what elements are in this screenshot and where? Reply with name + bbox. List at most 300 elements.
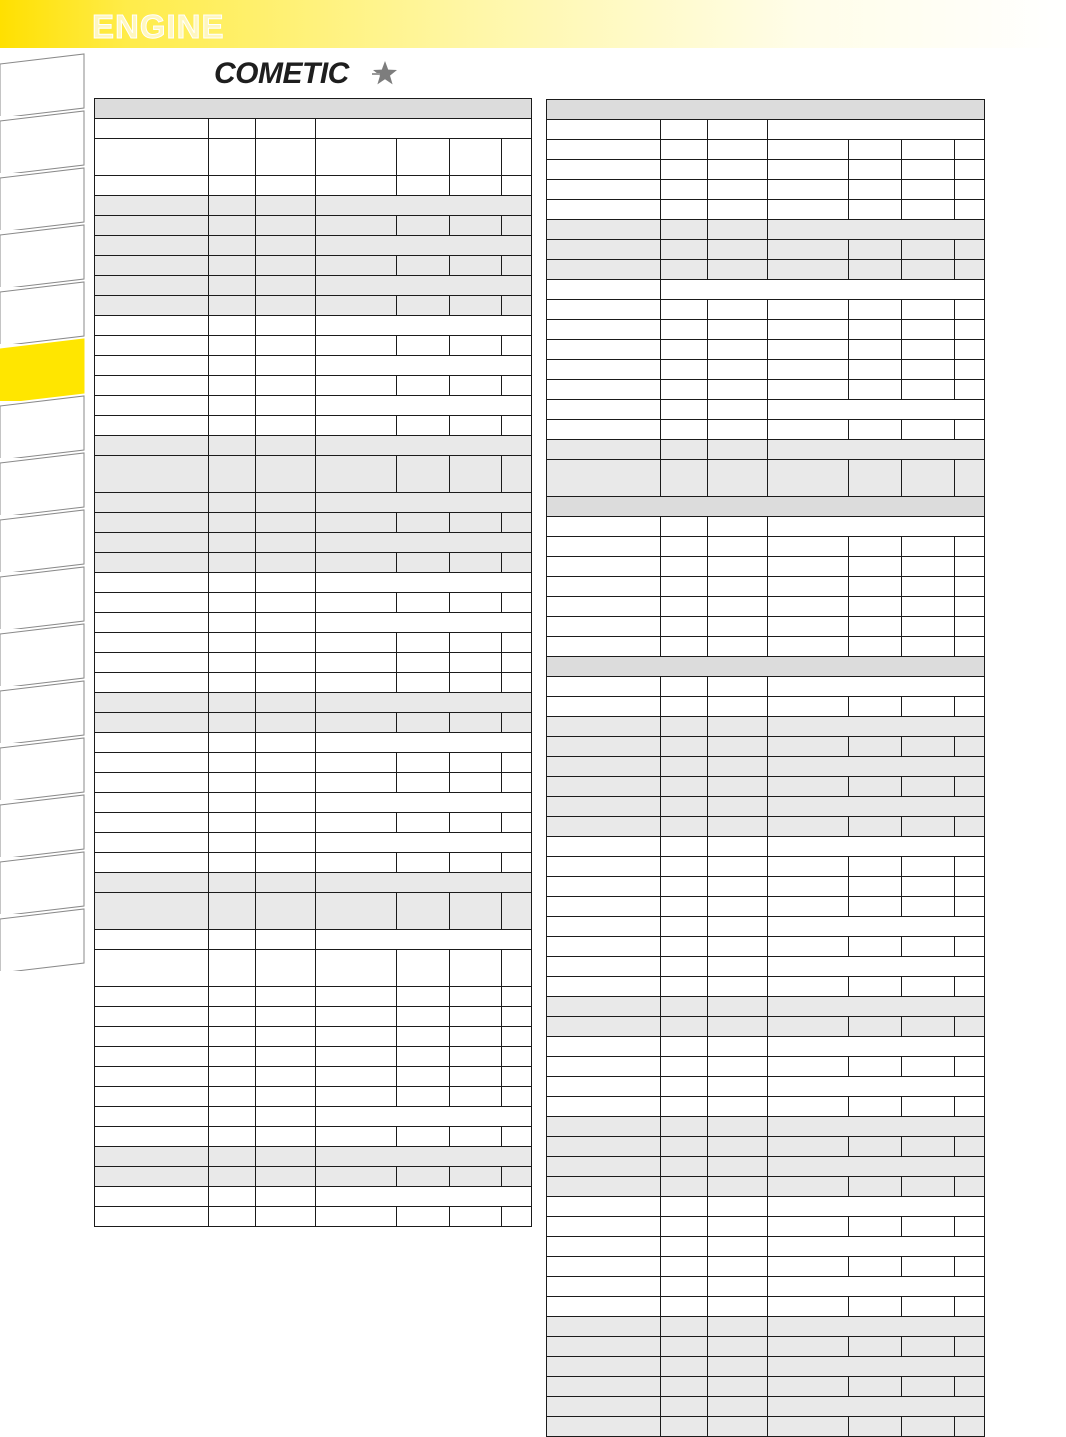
table-cell	[547, 1297, 661, 1317]
table-cell	[256, 1187, 316, 1207]
table-cell	[708, 1257, 768, 1277]
table-cell	[902, 1177, 955, 1197]
table-row	[95, 633, 532, 653]
left-table	[94, 98, 532, 1227]
table-cell	[95, 573, 209, 593]
table-cell	[547, 1357, 661, 1377]
table-cell	[209, 553, 256, 573]
table-cell	[547, 577, 661, 597]
table-cell	[450, 813, 502, 833]
table-cell	[256, 713, 316, 733]
table-cell	[502, 416, 532, 436]
table-cell	[768, 1397, 985, 1417]
table-cell	[902, 320, 955, 340]
table-cell	[95, 1087, 209, 1107]
table-row	[547, 777, 985, 797]
table-cell	[768, 440, 985, 460]
table-cell	[95, 376, 209, 396]
table-cell	[768, 160, 849, 180]
side-tab[interactable]	[0, 622, 86, 686]
table-cell	[768, 240, 849, 260]
table-cell	[450, 376, 502, 396]
table-cell	[661, 200, 708, 220]
table-cell	[316, 1027, 397, 1047]
table-cell	[849, 697, 902, 717]
table-cell	[661, 977, 708, 997]
table-cell	[955, 557, 985, 577]
side-tab[interactable]	[0, 451, 86, 515]
table-cell	[661, 617, 708, 637]
table-cell	[661, 400, 708, 420]
table-cell	[955, 1097, 985, 1117]
table-cell	[661, 240, 708, 260]
table-cell	[708, 380, 768, 400]
side-tab[interactable]	[0, 907, 86, 971]
table-cell	[450, 633, 502, 653]
table-cell	[95, 176, 209, 196]
table-cell	[209, 793, 256, 813]
table-cell	[256, 793, 316, 813]
table-cell	[955, 1337, 985, 1357]
table-cell	[547, 1197, 661, 1217]
table-cell	[708, 1037, 768, 1057]
table-cell	[397, 773, 450, 793]
table-cell	[955, 1377, 985, 1397]
table-cell	[768, 717, 985, 737]
table-cell	[256, 236, 316, 256]
table-cell	[397, 1047, 450, 1067]
table-cell	[661, 1337, 708, 1357]
table-cell	[547, 997, 661, 1017]
table-cell	[661, 460, 708, 497]
table-cell	[661, 140, 708, 160]
table-cell	[902, 420, 955, 440]
table-cell	[661, 697, 708, 717]
table-cell	[256, 673, 316, 693]
table-cell	[661, 1197, 708, 1217]
table-row	[95, 416, 532, 436]
table-cell	[209, 1167, 256, 1187]
table-row	[547, 1377, 985, 1397]
table-cell	[316, 296, 397, 316]
table-cell	[547, 777, 661, 797]
table-cell	[768, 300, 849, 320]
table-cell	[316, 1207, 397, 1227]
table-cell	[547, 280, 661, 300]
table-cell	[547, 1177, 661, 1197]
table-cell	[256, 1127, 316, 1147]
table-cell	[902, 360, 955, 380]
table-cell	[955, 160, 985, 180]
table-cell	[209, 573, 256, 593]
table-cell	[708, 537, 768, 557]
table-cell	[95, 119, 209, 139]
table-cell	[397, 950, 450, 987]
table-cell	[450, 773, 502, 793]
table-cell	[95, 633, 209, 653]
table-cell	[708, 240, 768, 260]
side-tab[interactable]	[0, 508, 86, 572]
table-cell	[708, 140, 768, 160]
table-cell	[256, 1067, 316, 1087]
table-row	[95, 950, 532, 987]
table-cell	[768, 320, 849, 340]
table-cell	[450, 673, 502, 693]
table-cell	[547, 1277, 661, 1297]
table-cell	[95, 1127, 209, 1147]
table-cell	[849, 420, 902, 440]
side-tab[interactable]	[0, 793, 86, 857]
table-row	[547, 260, 985, 280]
table-cell	[661, 300, 708, 320]
table-cell	[547, 1097, 661, 1117]
table-cell	[209, 633, 256, 653]
table-row	[547, 897, 985, 917]
table-cell	[316, 236, 532, 256]
table-cell	[902, 897, 955, 917]
table-cell	[502, 296, 532, 316]
table-cell	[768, 140, 849, 160]
table-cell	[316, 573, 532, 593]
table-cell	[902, 1017, 955, 1037]
table-row	[547, 200, 985, 220]
table-cell	[547, 1117, 661, 1137]
table-row	[95, 593, 532, 613]
table-cell	[849, 977, 902, 997]
table-cell	[902, 1377, 955, 1397]
side-tab[interactable]	[0, 166, 86, 230]
table-cell	[547, 1377, 661, 1397]
table-row	[95, 573, 532, 593]
table-cell	[708, 977, 768, 997]
table-cell	[768, 877, 849, 897]
table-cell	[209, 376, 256, 396]
side-tab[interactable]	[0, 280, 86, 344]
table-cell	[661, 1357, 708, 1377]
table-cell	[547, 757, 661, 777]
table-cell	[209, 987, 256, 1007]
table-cell	[849, 1377, 902, 1397]
table-row	[547, 340, 985, 360]
table-row	[95, 316, 532, 336]
table-cell	[256, 416, 316, 436]
table-cell	[661, 160, 708, 180]
table-row	[547, 100, 985, 120]
table-row	[547, 657, 985, 677]
table-cell	[849, 1057, 902, 1077]
table-cell	[450, 853, 502, 873]
table-cell	[849, 857, 902, 877]
table-cell	[95, 1027, 209, 1047]
table-row	[547, 360, 985, 380]
table-cell	[502, 1087, 532, 1107]
table-cell	[955, 300, 985, 320]
table-row	[547, 460, 985, 497]
table-cell	[209, 713, 256, 733]
table-cell	[902, 977, 955, 997]
table-cell	[316, 633, 397, 653]
table-cell	[209, 533, 256, 553]
table-cell	[256, 316, 316, 336]
side-tab-active[interactable]	[0, 337, 86, 401]
table-cell	[316, 336, 397, 356]
table-cell	[547, 1237, 661, 1257]
table-cell	[450, 296, 502, 316]
table-cell	[902, 637, 955, 657]
table-cell	[502, 216, 532, 236]
table-row	[547, 837, 985, 857]
table-cell	[768, 360, 849, 380]
table-cell	[849, 597, 902, 617]
table-cell	[661, 440, 708, 460]
table-cell	[768, 1217, 849, 1237]
table-cell	[708, 400, 768, 420]
table-cell	[547, 1257, 661, 1277]
table-row	[95, 1007, 532, 1027]
table-row	[547, 597, 985, 617]
table-cell	[768, 917, 985, 937]
table-cell	[209, 950, 256, 987]
table-row	[547, 380, 985, 400]
table-row	[547, 577, 985, 597]
table-cell	[708, 917, 768, 937]
table-cell	[502, 713, 532, 733]
table-cell	[902, 1137, 955, 1157]
table-row	[95, 396, 532, 416]
table-cell	[849, 1257, 902, 1277]
brand-name: COMETIC	[214, 57, 349, 90]
side-tab[interactable]	[0, 52, 86, 116]
table-cell	[661, 777, 708, 797]
table-cell	[95, 196, 209, 216]
table-cell	[955, 460, 985, 497]
table-cell	[316, 653, 397, 673]
table-cell	[708, 1137, 768, 1157]
table-cell	[502, 1047, 532, 1067]
table-cell	[397, 853, 450, 873]
side-tab[interactable]	[0, 394, 86, 458]
table-row	[547, 957, 985, 977]
table-row	[547, 877, 985, 897]
table-cell	[450, 1047, 502, 1067]
side-tab[interactable]	[0, 679, 86, 743]
table-cell	[955, 817, 985, 837]
table-row	[95, 693, 532, 713]
table-cell	[397, 813, 450, 833]
table-cell	[256, 276, 316, 296]
table-cell	[661, 917, 708, 937]
table-cell	[768, 857, 849, 877]
table-cell	[95, 1047, 209, 1067]
table-cell	[547, 320, 661, 340]
table-cell	[256, 1167, 316, 1187]
table-cell	[95, 1147, 209, 1167]
side-tab[interactable]	[0, 565, 86, 629]
table-cell	[955, 360, 985, 380]
table-cell	[768, 1197, 985, 1217]
table-cell	[547, 240, 661, 260]
table-cell	[955, 380, 985, 400]
table-cell	[661, 1037, 708, 1057]
table-cell	[955, 897, 985, 917]
table-row	[95, 493, 532, 513]
table-cell	[397, 139, 450, 176]
table-cell	[708, 617, 768, 637]
table-cell	[708, 577, 768, 597]
table-cell	[708, 857, 768, 877]
table-cell	[661, 260, 708, 280]
table-cell	[768, 1137, 849, 1157]
table-cell	[209, 176, 256, 196]
table-cell	[547, 857, 661, 877]
table-cell	[95, 753, 209, 773]
table-cell	[397, 633, 450, 653]
table-cell	[708, 1217, 768, 1237]
table-cell	[955, 1057, 985, 1077]
table-cell	[316, 1067, 397, 1087]
table-cell	[502, 893, 532, 930]
table-cell	[95, 793, 209, 813]
table-cell	[95, 950, 209, 987]
table-row	[547, 497, 985, 517]
table-cell	[768, 817, 849, 837]
table-cell	[95, 833, 209, 853]
table-cell	[768, 1337, 849, 1357]
table-cell	[547, 140, 661, 160]
table-cell	[95, 236, 209, 256]
table-cell	[708, 637, 768, 657]
table-row	[95, 613, 532, 633]
table-cell	[708, 1417, 768, 1437]
table-cell	[502, 176, 532, 196]
side-tab[interactable]	[0, 223, 86, 287]
table-row	[547, 120, 985, 140]
table-cell	[450, 893, 502, 930]
table-cell	[955, 537, 985, 557]
table-cell	[547, 677, 661, 697]
table-cell	[547, 837, 661, 857]
table-row	[95, 1127, 532, 1147]
table-cell	[95, 613, 209, 633]
table-cell	[256, 513, 316, 533]
table-cell	[209, 733, 256, 753]
table-cell	[768, 797, 985, 817]
table-cell	[708, 1397, 768, 1417]
table-row	[95, 1047, 532, 1067]
side-tab[interactable]	[0, 736, 86, 800]
table-cell	[902, 697, 955, 717]
table-cell	[316, 987, 397, 1007]
table-cell	[316, 753, 397, 773]
table-row	[95, 216, 532, 236]
table-cell	[95, 513, 209, 533]
table-cell	[95, 1167, 209, 1187]
table-cell	[768, 180, 849, 200]
table-cell	[316, 196, 532, 216]
table-cell	[450, 950, 502, 987]
table-row	[547, 977, 985, 997]
table-row	[547, 757, 985, 777]
table-cell	[256, 553, 316, 573]
table-cell	[661, 1177, 708, 1197]
table-cell	[316, 930, 532, 950]
table-row	[95, 813, 532, 833]
table-cell	[902, 260, 955, 280]
table-cell	[256, 176, 316, 196]
table-cell	[209, 1107, 256, 1127]
table-cell	[708, 1317, 768, 1337]
table-cell	[768, 617, 849, 637]
table-cell	[256, 1007, 316, 1027]
table-cell	[955, 180, 985, 200]
table-cell	[316, 256, 397, 276]
table-cell	[95, 356, 209, 376]
table-row	[95, 753, 532, 773]
table-cell	[316, 673, 397, 693]
table-cell	[450, 753, 502, 773]
table-cell	[450, 653, 502, 673]
table-cell	[502, 813, 532, 833]
table-cell	[450, 1127, 502, 1147]
side-tab[interactable]	[0, 109, 86, 173]
table-cell	[708, 837, 768, 857]
table-cell	[316, 356, 532, 376]
table-cell	[708, 1197, 768, 1217]
table-cell	[955, 637, 985, 657]
table-cell	[849, 897, 902, 917]
table-cell	[661, 837, 708, 857]
table-cell	[661, 1117, 708, 1137]
table-cell	[902, 737, 955, 757]
table-cell	[955, 877, 985, 897]
table-cell	[502, 256, 532, 276]
table-cell	[955, 737, 985, 757]
table-cell	[316, 456, 397, 493]
table-cell	[502, 853, 532, 873]
table-cell	[661, 537, 708, 557]
table-row	[95, 356, 532, 376]
table-cell	[661, 1277, 708, 1297]
table-cell	[450, 416, 502, 436]
table-cell	[768, 557, 849, 577]
table-cell	[502, 633, 532, 653]
table-cell	[955, 140, 985, 160]
table-cell	[661, 677, 708, 697]
table-cell	[708, 937, 768, 957]
table-cell	[849, 180, 902, 200]
table-row	[95, 436, 532, 456]
table-cell	[547, 717, 661, 737]
table-cell	[397, 216, 450, 236]
table-cell	[547, 917, 661, 937]
table-cell	[397, 893, 450, 930]
table-cell	[708, 1237, 768, 1257]
table-row	[95, 713, 532, 733]
table-cell	[955, 240, 985, 260]
table-cell	[502, 753, 532, 773]
table-cell	[450, 139, 502, 176]
table-cell	[95, 713, 209, 733]
table-cell	[661, 797, 708, 817]
table-row	[547, 557, 985, 577]
table-cell	[768, 340, 849, 360]
side-tab[interactable]	[0, 850, 86, 914]
table-row	[95, 893, 532, 930]
table-cell	[768, 260, 849, 280]
table-cell	[547, 597, 661, 617]
table-cell	[768, 1157, 985, 1177]
table-cell	[95, 216, 209, 236]
